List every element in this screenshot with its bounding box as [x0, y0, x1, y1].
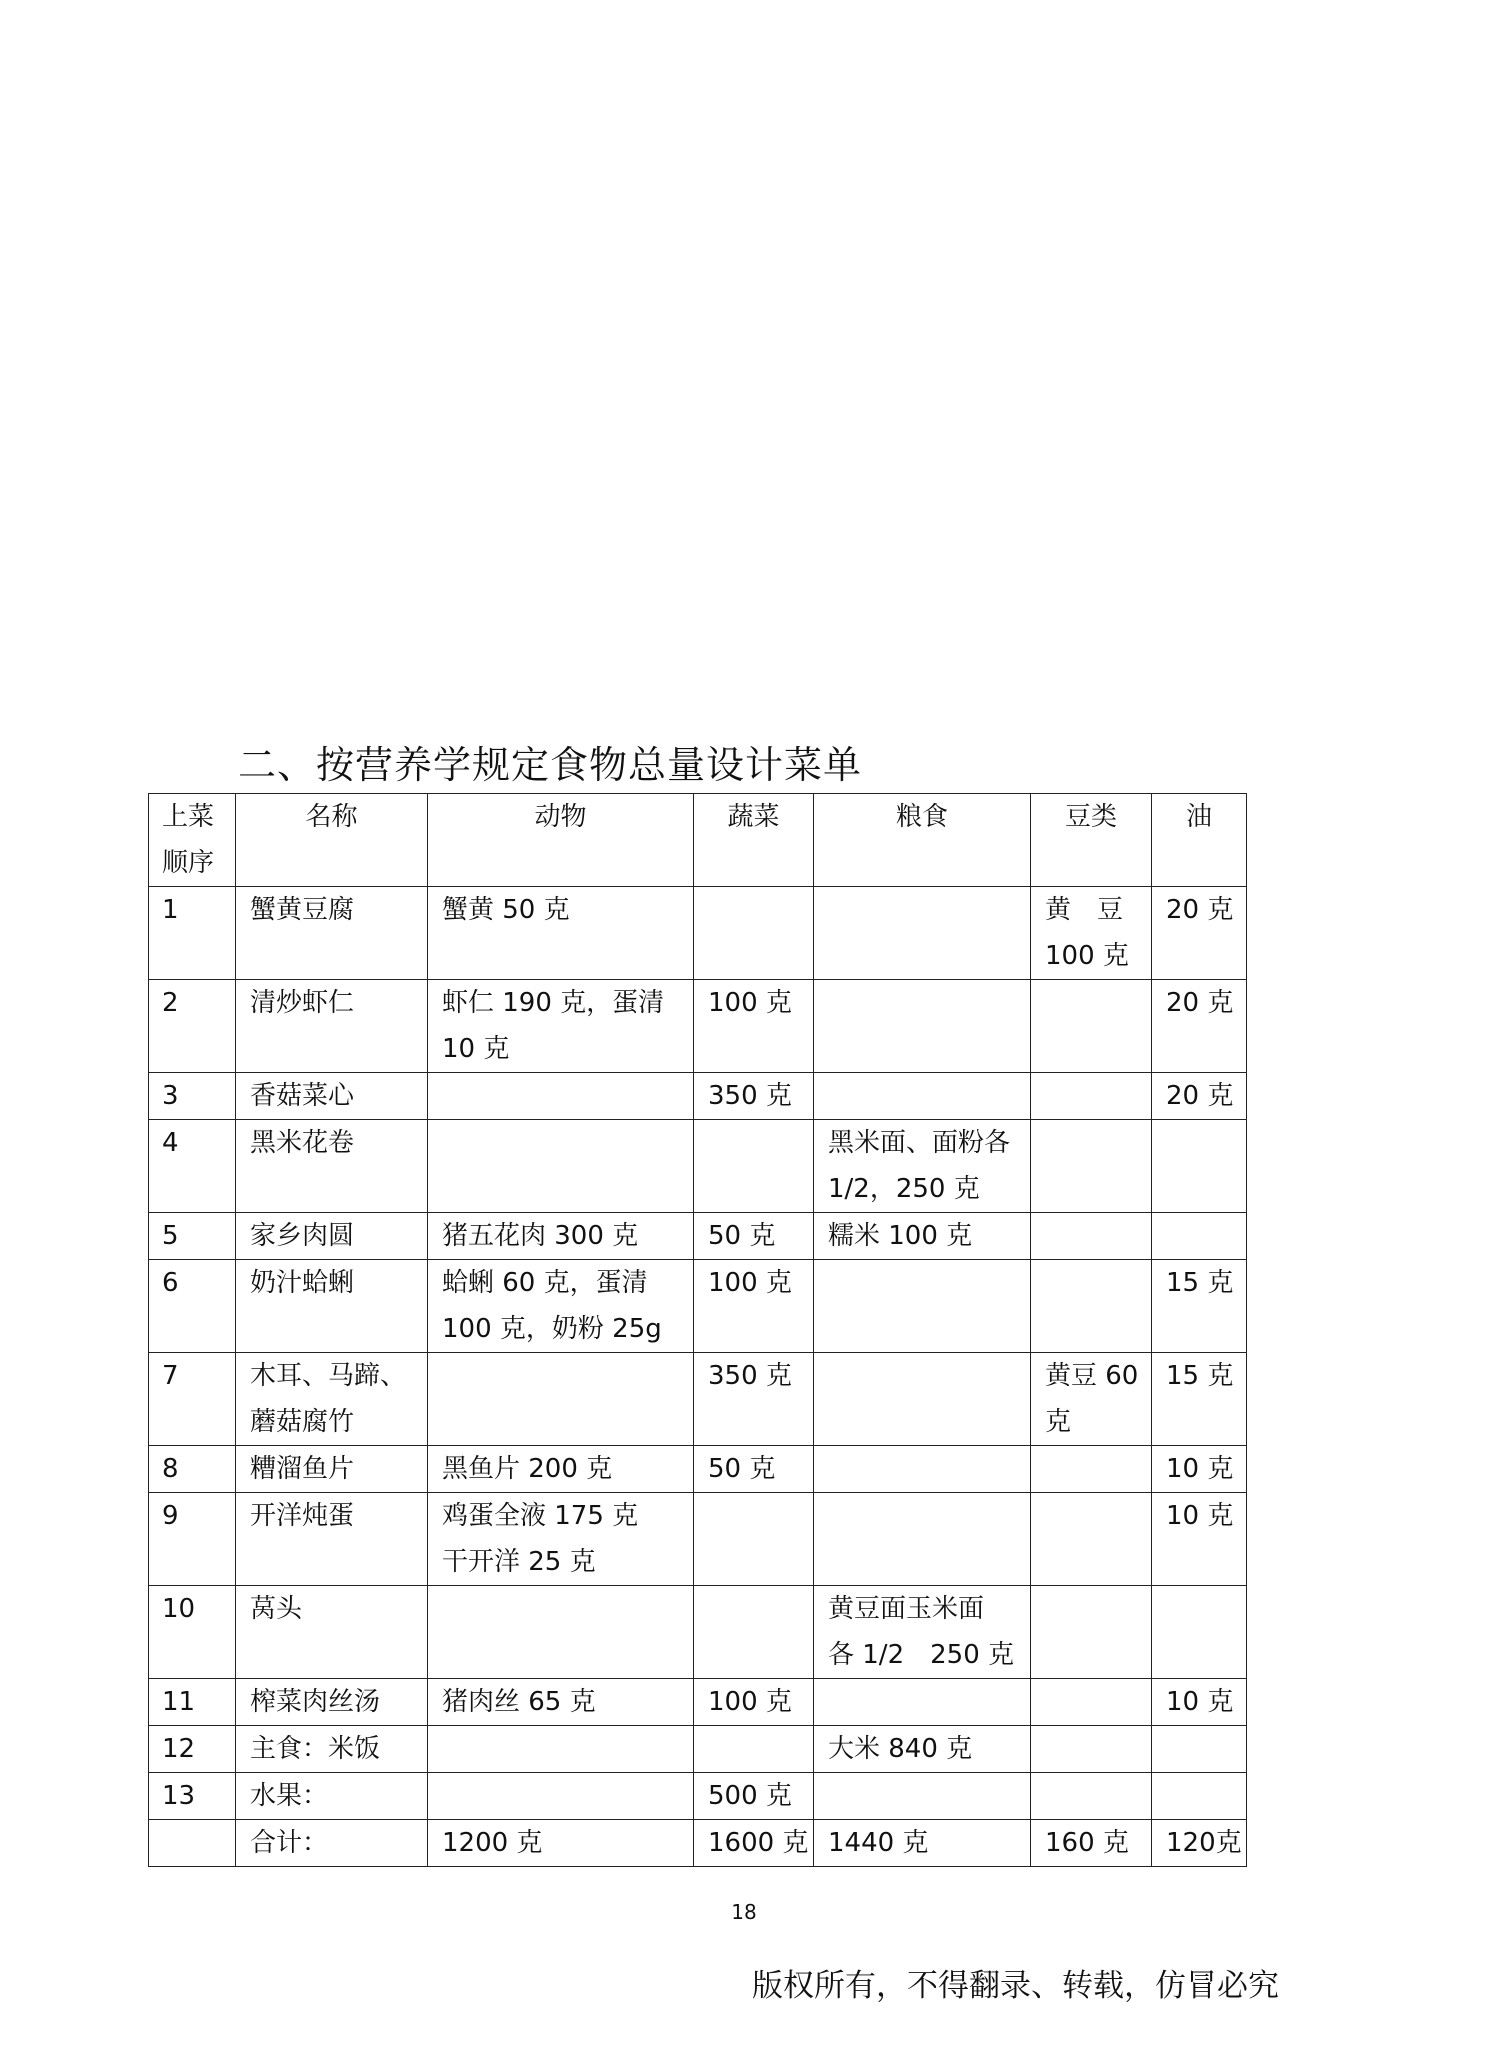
cell-oil-line: 10 克 — [1166, 1501, 1234, 1531]
cell-name — [236, 887, 428, 980]
copyright-notice: 版权所有，不得翻录、转载，仿冒必究 — [752, 1968, 1279, 2004]
cell-oil — [1152, 1120, 1247, 1213]
header-oil: 油 — [1152, 794, 1247, 887]
cell-animal-line: 蛤蜊 60 克，蛋清 — [442, 1268, 648, 1298]
cell-name — [236, 1726, 428, 1773]
header-grain: 粮食 — [814, 794, 1031, 887]
cell-oil-line: 20 克 — [1166, 988, 1234, 1018]
cell-name — [236, 980, 428, 1073]
cell-animal-line: 黑鱼片 200 克 — [442, 1454, 613, 1484]
table-row — [149, 1073, 1247, 1120]
cell-seq: 12 — [149, 1726, 236, 1773]
cell-name — [236, 1586, 428, 1679]
cell-animal-line: 10 克 — [442, 1034, 510, 1064]
cell-bean — [1031, 1213, 1152, 1260]
cell-animal-line: 虾仁 190 克，蛋清 — [442, 988, 665, 1018]
table-row — [149, 1353, 1247, 1446]
cell-oil — [1152, 1726, 1247, 1773]
header-vegetable: 蔬菜 — [694, 794, 814, 887]
cell-vegetable — [694, 1726, 814, 1773]
cell-oil — [1152, 1493, 1247, 1586]
cell-name-line: 黑米花卷 — [250, 1128, 355, 1158]
cell-bean-line: 黄 豆 — [1045, 895, 1124, 925]
cell-name — [236, 1820, 428, 1867]
cell-vegetable-line: 100 克 — [708, 988, 792, 1018]
cell-bean — [1031, 1586, 1152, 1679]
menu-table-body — [149, 887, 1247, 1867]
cell-name — [236, 1773, 428, 1820]
cell-vegetable-line: 350 克 — [708, 1081, 792, 1111]
cell-animal — [428, 1073, 694, 1120]
cell-vegetable-line: 100 克 — [708, 1268, 792, 1298]
cell-oil-line: 15 克 — [1166, 1361, 1234, 1391]
cell-vegetable-line: 500 克 — [708, 1781, 792, 1811]
cell-grain — [814, 1773, 1031, 1820]
cell-name-line: 奶汁蛤蜊 — [250, 1268, 355, 1298]
header-name: 名称 — [236, 794, 428, 887]
cell-grain — [814, 1213, 1031, 1260]
cell-seq: 9 — [149, 1493, 236, 1586]
cell-oil — [1152, 1073, 1247, 1120]
cell-bean — [1031, 1726, 1152, 1773]
cell-vegetable-line: 50 克 — [708, 1221, 776, 1251]
cell-bean-line: 黄豆 60 — [1045, 1361, 1139, 1391]
cell-grain — [814, 1353, 1031, 1446]
cell-oil-line: 20 克 — [1166, 895, 1234, 925]
table-row — [149, 1446, 1247, 1493]
cell-name — [236, 1260, 428, 1353]
cell-animal — [428, 980, 694, 1073]
cell-vegetable-line: 50 克 — [708, 1454, 776, 1484]
cell-bean-line: 100 克 — [1045, 941, 1129, 971]
cell-vegetable — [694, 1260, 814, 1353]
cell-bean — [1031, 1446, 1152, 1493]
section-title: 二、按营养学规定食物总量设计菜单 — [238, 743, 863, 787]
table-row — [149, 1679, 1247, 1726]
table-row — [149, 1120, 1247, 1213]
cell-animal-line: 干开洋 25 克 — [442, 1547, 596, 1577]
cell-grain — [814, 1586, 1031, 1679]
cell-grain — [814, 1446, 1031, 1493]
header-animal: 动物 — [428, 794, 694, 887]
cell-oil — [1152, 1260, 1247, 1353]
cell-animal — [428, 1773, 694, 1820]
cell-vegetable-line: 350 克 — [708, 1361, 792, 1391]
cell-vegetable — [694, 1073, 814, 1120]
cell-name-line: 木耳、马蹄、 — [250, 1361, 407, 1391]
cell-bean-line: 克 — [1045, 1407, 1072, 1437]
cell-name — [236, 1446, 428, 1493]
cell-grain-line: 大米 840 克 — [828, 1734, 973, 1764]
cell-vegetable — [694, 1679, 814, 1726]
cell-name-line: 主食：米饭 — [250, 1734, 381, 1764]
cell-oil — [1152, 887, 1247, 980]
cell-grain — [814, 1679, 1031, 1726]
cell-name-line: 水果： — [250, 1781, 329, 1811]
header-seq-line2: 顺序 — [162, 848, 215, 878]
cell-seq: 4 — [149, 1120, 236, 1213]
cell-oil — [1152, 980, 1247, 1073]
cell-animal — [428, 1353, 694, 1446]
cell-animal-line: 1200 克 — [442, 1828, 543, 1858]
cell-vegetable — [694, 980, 814, 1073]
cell-bean-line: 160 克 — [1045, 1828, 1129, 1858]
table-row — [149, 1213, 1247, 1260]
cell-bean — [1031, 1493, 1152, 1586]
header-bean: 豆类 — [1031, 794, 1152, 887]
cell-seq: 6 — [149, 1260, 236, 1353]
cell-vegetable — [694, 1446, 814, 1493]
cell-animal — [428, 1726, 694, 1773]
cell-vegetable — [694, 1213, 814, 1260]
cell-vegetable — [694, 1120, 814, 1213]
cell-grain — [814, 1726, 1031, 1773]
cell-name-line: 清炒虾仁 — [250, 988, 355, 1018]
table-header-row — [149, 794, 1247, 887]
cell-animal — [428, 887, 694, 980]
cell-oil-line: 10 克 — [1166, 1687, 1234, 1717]
table-row — [149, 1493, 1247, 1586]
cell-grain — [814, 1493, 1031, 1586]
cell-grain-line: 1/2，250 克 — [828, 1174, 980, 1204]
header-seq — [149, 794, 236, 887]
cell-oil-line: 20 克 — [1166, 1081, 1234, 1111]
cell-oil-line: 15 克 — [1166, 1268, 1234, 1298]
cell-bean — [1031, 1773, 1152, 1820]
cell-animal-line: 猪肉丝 65 克 — [442, 1687, 596, 1717]
cell-animal-line: 蟹黄 50 克 — [442, 895, 570, 925]
cell-name-line: 香菇菜心 — [250, 1081, 355, 1111]
header-seq-line1: 上菜 — [162, 802, 215, 832]
cell-name-line: 莴头 — [250, 1594, 303, 1624]
cell-oil — [1152, 1820, 1247, 1867]
cell-name-line: 榨菜肉丝汤 — [250, 1687, 381, 1717]
table-row — [149, 887, 1247, 980]
cell-seq: 3 — [149, 1073, 236, 1120]
cell-animal — [428, 1446, 694, 1493]
cell-grain-line: 1440 克 — [828, 1828, 929, 1858]
page-number: 18 — [731, 1900, 757, 1924]
cell-vegetable — [694, 1820, 814, 1867]
cell-oil — [1152, 1353, 1247, 1446]
cell-seq: 8 — [149, 1446, 236, 1493]
cell-oil — [1152, 1446, 1247, 1493]
cell-animal-line: 鸡蛋全液 175 克 — [442, 1501, 639, 1531]
table-row — [149, 1586, 1247, 1679]
cell-animal-line: 100 克，奶粉 25g — [442, 1314, 662, 1344]
cell-bean — [1031, 1120, 1152, 1213]
cell-animal — [428, 1820, 694, 1867]
cell-animal — [428, 1586, 694, 1679]
cell-animal — [428, 1213, 694, 1260]
cell-animal-line: 猪五花肉 300 克 — [442, 1221, 639, 1251]
cell-grain — [814, 887, 1031, 980]
cell-vegetable-line: 100 克 — [708, 1687, 792, 1717]
cell-grain-line: 黄豆面玉米面 — [828, 1594, 985, 1624]
cell-grain-line: 糯米 100 克 — [828, 1221, 973, 1251]
cell-oil — [1152, 1213, 1247, 1260]
cell-name-line: 家乡肉圆 — [250, 1221, 355, 1251]
cell-animal — [428, 1493, 694, 1586]
cell-name — [236, 1353, 428, 1446]
cell-name — [236, 1679, 428, 1726]
cell-seq: 10 — [149, 1586, 236, 1679]
cell-name-line: 蘑菇腐竹 — [250, 1407, 355, 1437]
table-row — [149, 1773, 1247, 1820]
cell-grain — [814, 1073, 1031, 1120]
cell-name — [236, 1120, 428, 1213]
cell-animal — [428, 1679, 694, 1726]
cell-oil — [1152, 1679, 1247, 1726]
cell-grain-line: 各 1/2 250 克 — [828, 1640, 1014, 1670]
cell-vegetable — [694, 1493, 814, 1586]
cell-name — [236, 1493, 428, 1586]
cell-animal — [428, 1120, 694, 1213]
cell-name-line: 糟溜鱼片 — [250, 1454, 355, 1484]
cell-grain — [814, 980, 1031, 1073]
table-row — [149, 1726, 1247, 1773]
cell-bean — [1031, 1820, 1152, 1867]
cell-oil — [1152, 1773, 1247, 1820]
cell-name — [236, 1213, 428, 1260]
cell-seq: 2 — [149, 980, 236, 1073]
cell-oil — [1152, 1586, 1247, 1679]
cell-vegetable — [694, 887, 814, 980]
cell-seq: 1 — [149, 887, 236, 980]
cell-seq: 5 — [149, 1213, 236, 1260]
cell-vegetable — [694, 1353, 814, 1446]
cell-oil-line: 10 克 — [1166, 1454, 1234, 1484]
cell-grain — [814, 1820, 1031, 1867]
cell-oil-line: 120克 — [1166, 1828, 1242, 1858]
cell-seq — [149, 1820, 236, 1867]
table-row — [149, 1260, 1247, 1353]
cell-bean — [1031, 1353, 1152, 1446]
cell-name-line: 合计： — [250, 1828, 329, 1858]
cell-name-line: 开洋炖蛋 — [250, 1501, 355, 1531]
cell-seq: 13 — [149, 1773, 236, 1820]
cell-vegetable — [694, 1586, 814, 1679]
cell-bean — [1031, 980, 1152, 1073]
cell-bean — [1031, 1679, 1152, 1726]
cell-animal — [428, 1260, 694, 1353]
menu-table — [148, 793, 1247, 1867]
cell-name-line: 蟹黄豆腐 — [250, 895, 355, 925]
cell-grain-line: 黑米面、面粉各 — [828, 1128, 1011, 1158]
cell-vegetable — [694, 1773, 814, 1820]
cell-seq: 7 — [149, 1353, 236, 1446]
cell-name — [236, 1073, 428, 1120]
cell-seq: 11 — [149, 1679, 236, 1726]
cell-bean — [1031, 1073, 1152, 1120]
cell-vegetable-line: 1600 克 — [708, 1828, 809, 1858]
cell-bean — [1031, 1260, 1152, 1353]
cell-bean — [1031, 887, 1152, 980]
cell-grain — [814, 1260, 1031, 1353]
table-row — [149, 1820, 1247, 1867]
table-row — [149, 980, 1247, 1073]
cell-grain — [814, 1120, 1031, 1213]
